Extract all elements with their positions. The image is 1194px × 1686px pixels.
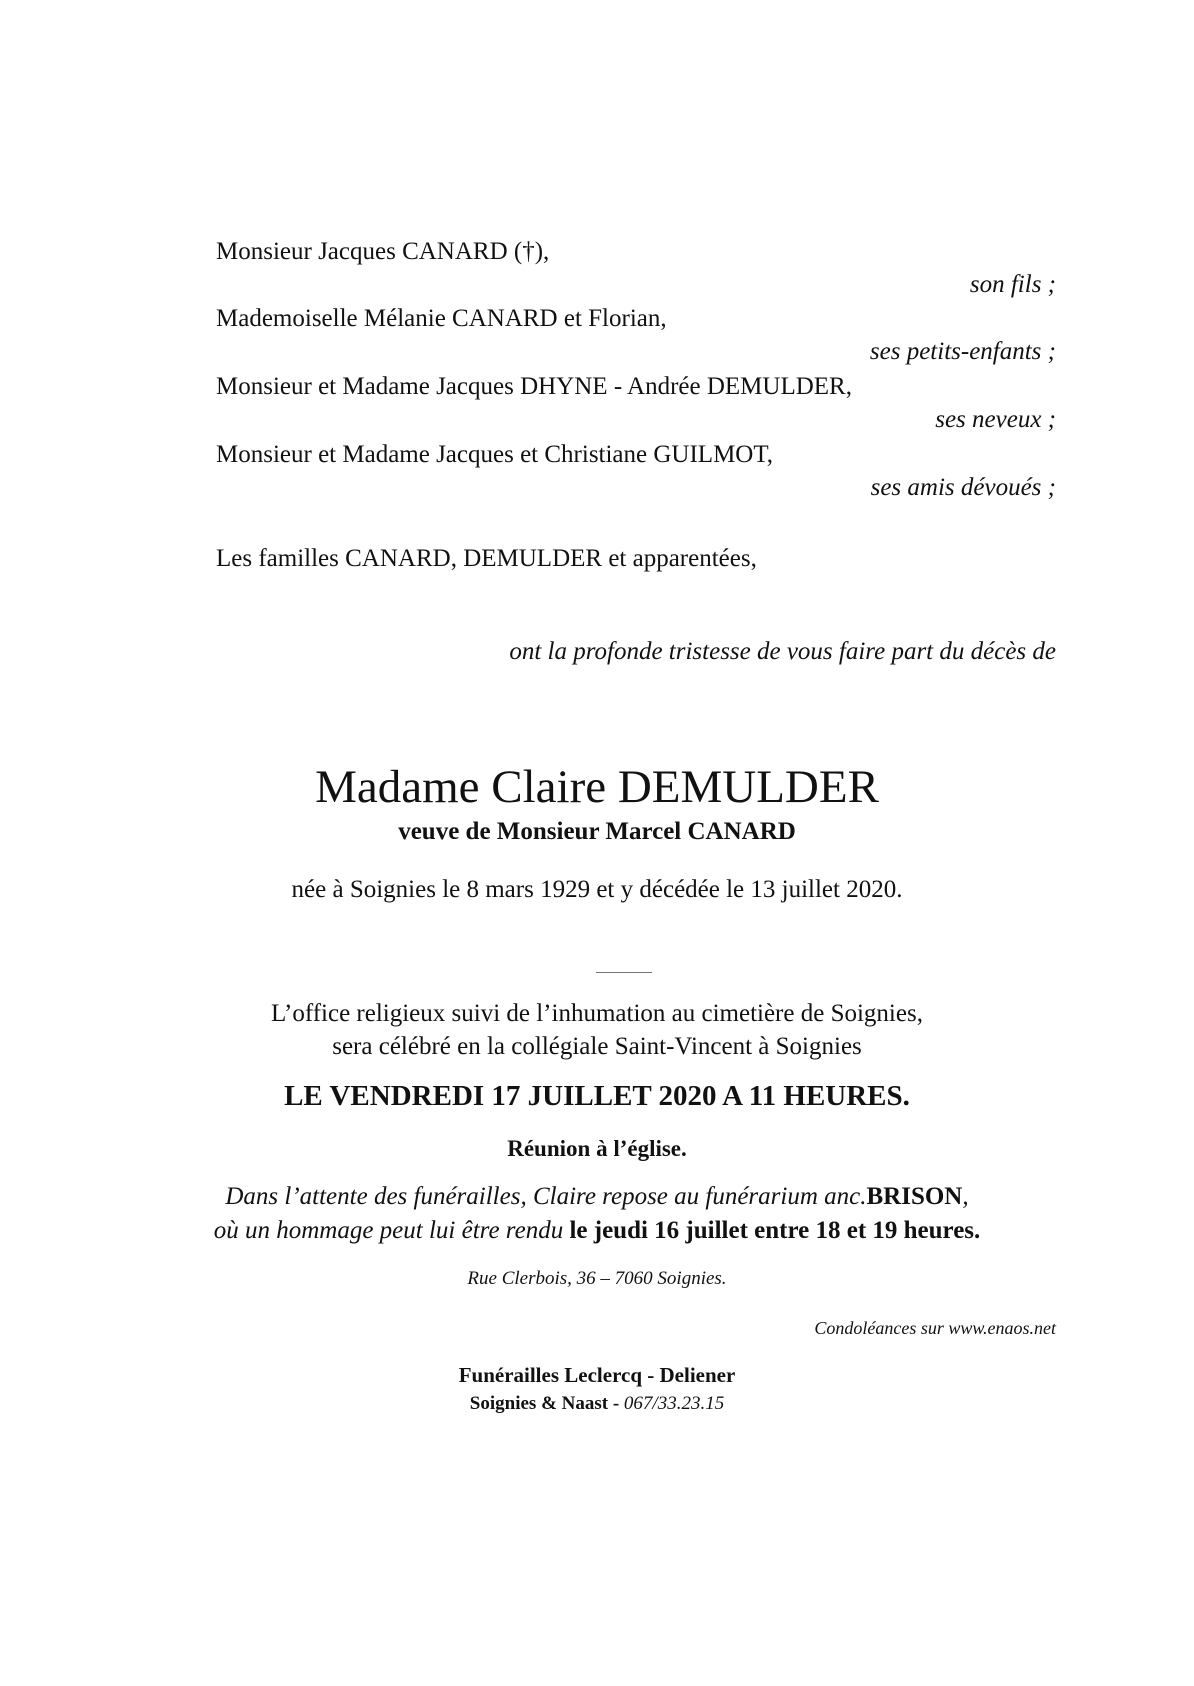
birth-death-line: née à Soignies le 8 mars 1929 et y décédée le 13 juillet 2020.: [291, 876, 903, 903]
meeting-line: Réunion à l’église.: [507, 1136, 687, 1161]
funerarium-address: Rue Clerbois, 36 – 7060 Soignies.: [467, 1268, 727, 1289]
families-line: Les familles CANARD, DEMULDER et apparentées,: [216, 545, 757, 572]
family-member-relation-4: ses amis dévoués ;: [870, 474, 1056, 501]
funerarium-line-1-text: Dans l’attente des funérailles, Claire repose au funérarium anc.: [225, 1183, 867, 1210]
undertaker-locations: Soignies & Naast -: [469, 1393, 624, 1414]
family-member-name-1: Monsieur Jacques CANARD (†),: [216, 238, 550, 265]
undertaker-name: Funérailles Leclercq - Deliener: [458, 1363, 736, 1387]
family-member-relation-1: son fils ;: [969, 271, 1056, 298]
widow-of-line: veuve de Monsieur Marcel CANARD: [398, 818, 796, 845]
family-member-name-3: Monsieur et Madame Jacques DHYNE - Andrée DEMULDER,: [216, 373, 852, 400]
family-member-relation-3: ses neveux ;: [935, 406, 1056, 433]
family-member-name-2: Mademoiselle Mélanie CANARD et Florian,: [216, 305, 667, 332]
family-member-name-4: Monsieur et Madame Jacques et Christiane GUILMOT,: [216, 441, 774, 468]
funerarium-line-2: [0, 1217, 1194, 1245]
announcement-text: ont la profonde tristesse de vous faire part du décès de: [509, 638, 1056, 665]
family-member-relation-2: ses petits-enfants ;: [869, 338, 1056, 365]
deceased-name: Madame Claire DEMULDER: [315, 761, 879, 813]
service-line-2: sera célébré en la collégiale Saint-Vincent à Soignies: [332, 1033, 862, 1060]
undertaker-contact: [0, 1393, 1194, 1415]
service-line-1: L’office religieux suivi de l’inhumation au cimetière de Soignies,: [271, 1000, 923, 1027]
condolences-line: Condoléances sur www.enaos.net: [814, 1318, 1056, 1338]
undertaker-phone: 067/33.23.15: [623, 1393, 725, 1414]
funerarium-line-1: [0, 1183, 1194, 1211]
service-date: LE VENDREDI 17 JUILLET 2020 A 11 HEURES.: [284, 1080, 910, 1112]
tribute-time: le jeudi 16 juillet entre 18 et 19 heures.: [569, 1217, 981, 1244]
section-divider: [596, 972, 652, 973]
funerarium-line-2-text: où un hommage peut lui être rendu: [213, 1217, 570, 1244]
funerarium-line-1-end: ,: [962, 1183, 969, 1210]
funerarium-name: BRISON: [866, 1183, 963, 1210]
